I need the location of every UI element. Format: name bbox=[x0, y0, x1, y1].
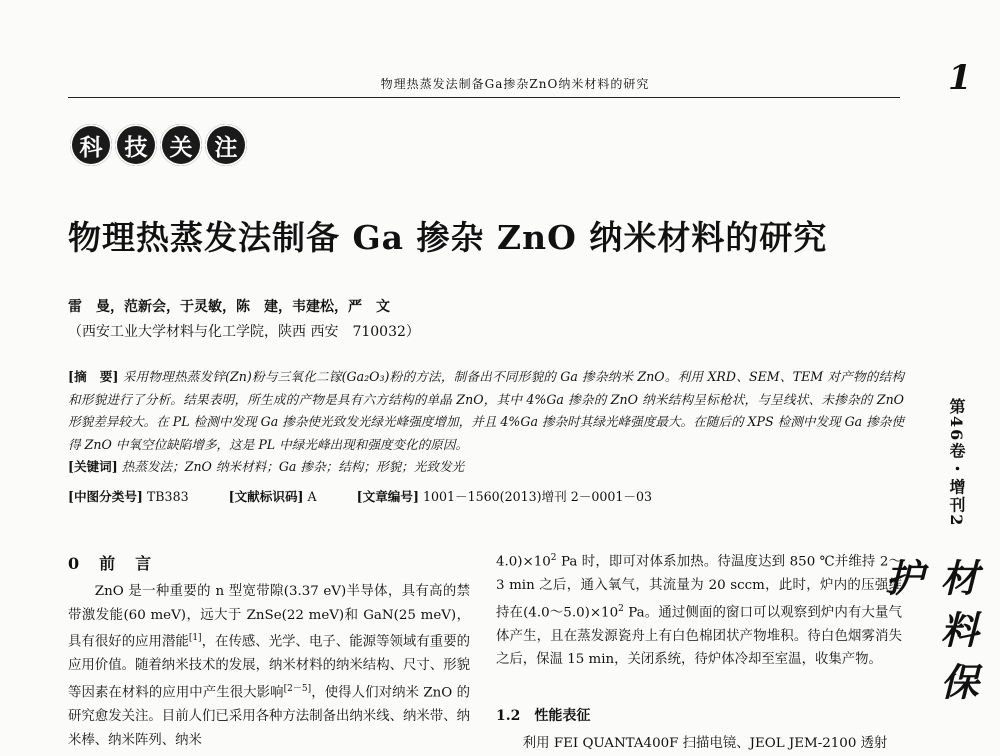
keywords-text: 热蒸发法；ZnO 纳米材料；Ga 掺杂；结构；形貌；光致发光 bbox=[121, 459, 465, 474]
abstract-text: 采用物理热蒸发锌(Zn)粉与三氧化二镓(Ga₂O₃)粉的方法，制备出不同形貌的 Ga 掺杂纳米 ZnO。利用 XRD、SEM、TEM 对产物的结构和形貌进行了分析。结果表明，所生成的产物是具有六方结构的单晶 ZnO，其中 4%Ga 掺杂的 ZnO 纳米结构呈标枪状，与呈线状、未掺杂的 ZnO 形貌差异较大。在 PL 检测中发现 Ga 掺杂使光致发光绿光峰强度增加，并且 4%Ga 掺杂时其绿光峰强度最大。在随后的 XPS 检测中发现 Ga 掺杂使得 ZnO 中氧空位缺陷增多，这是 PL 中绿光峰出现和强度变化的原因。 bbox=[68, 369, 904, 452]
body-text: ，使得人们对纳米 ZnO 的研究愈发关注。目前人们已采用各种方法制备出纳米线、纳米带、纳米棒、纳米阵列、纳米 bbox=[68, 685, 471, 748]
exponent: 2 bbox=[618, 603, 624, 614]
clc-value: TB383 bbox=[146, 489, 189, 504]
article-no-label: [文章编号] bbox=[356, 489, 419, 504]
column-badge: 关 bbox=[160, 124, 202, 166]
page-number: 1 bbox=[948, 58, 972, 98]
right-column-text bbox=[496, 547, 902, 672]
column-badge: 注 bbox=[205, 124, 247, 166]
body-text: 4.0)×10 bbox=[496, 554, 551, 570]
article-title: 物理热蒸发法制备 Ga 掺杂 ZnO 纳米材料的研究 bbox=[68, 218, 828, 257]
column-badges bbox=[70, 124, 247, 166]
body-text: ，在传感、光学、电子、能源等领域有重要的应用价值。随着纳米技术的发展，纳米材料的纳米结构、尺寸、形貌等因素在材料的应用中产生很大影响 bbox=[68, 634, 471, 701]
body-text: Pa。通过侧面的窗口可以观察到炉内有大量气体产生，且在蒸发源瓷舟上有白色棉团状产物堆积。待白色烟雾消失之后，保温 15 min，关闭系统，待炉体冷却至室温，收集产物。 bbox=[496, 605, 902, 668]
abstract-label: [摘 要] bbox=[68, 369, 119, 384]
abstract bbox=[68, 366, 904, 456]
body-text: ZnO 是一种重要的 n 型宽带隙(3.37 eV)半导体，具有高的禁带激发能(60 meV)，远大于 ZnSe(22 meV)和 GaN(25 meV)，具有很好的应用潜能 bbox=[68, 584, 470, 650]
article-no-value: 1001－1560(2013)增刊 2－0001－03 bbox=[422, 489, 653, 504]
spine-journal-name: 材料保护 bbox=[879, 558, 979, 714]
keywords bbox=[68, 456, 904, 478]
classification-line bbox=[68, 486, 652, 508]
doc-code-label: [文献标识码] bbox=[228, 489, 304, 504]
running-title: 物理热蒸发法制备Ga掺杂ZnO纳米材料的研究 bbox=[380, 77, 650, 91]
citation: [1] bbox=[188, 633, 202, 644]
spine-volume: 第46卷・增刊2 bbox=[947, 398, 966, 528]
column-badge: 科 bbox=[70, 124, 112, 166]
exponent: 2 bbox=[550, 553, 557, 563]
body-text: Pa 时，即可对体系加热。待温度达到 850 ℃并维持 2～3 min 之后，通入氧气，其流量为 20 sccm，此时，炉内的压强维持在(4.0～5.0)×10 bbox=[496, 554, 902, 621]
author-affiliation: （西安工业大学材料与化工学院，陕西 西安 710032） bbox=[68, 324, 420, 340]
section-heading-introduction: 0 前 言 bbox=[68, 554, 154, 573]
clc-label: [中图分类号] bbox=[68, 489, 143, 504]
column-badge: 技 bbox=[115, 124, 157, 166]
header-rule bbox=[68, 97, 900, 98]
keywords-label: [关键词] bbox=[68, 459, 118, 474]
section-heading-characterization: 1.2 性能表征 bbox=[496, 708, 591, 724]
left-column-text bbox=[68, 580, 470, 752]
article-authors: 雷 曼，范新会，于灵敏，陈 建，韦建松，严 文 bbox=[68, 299, 390, 315]
citation: [2－5] bbox=[283, 683, 312, 694]
right-column-text-continued: 利用 FEI QUANTA400F 扫描电镜、JEOL JEM-2100 透射 bbox=[522, 736, 888, 751]
doc-code-value: A bbox=[307, 489, 317, 504]
